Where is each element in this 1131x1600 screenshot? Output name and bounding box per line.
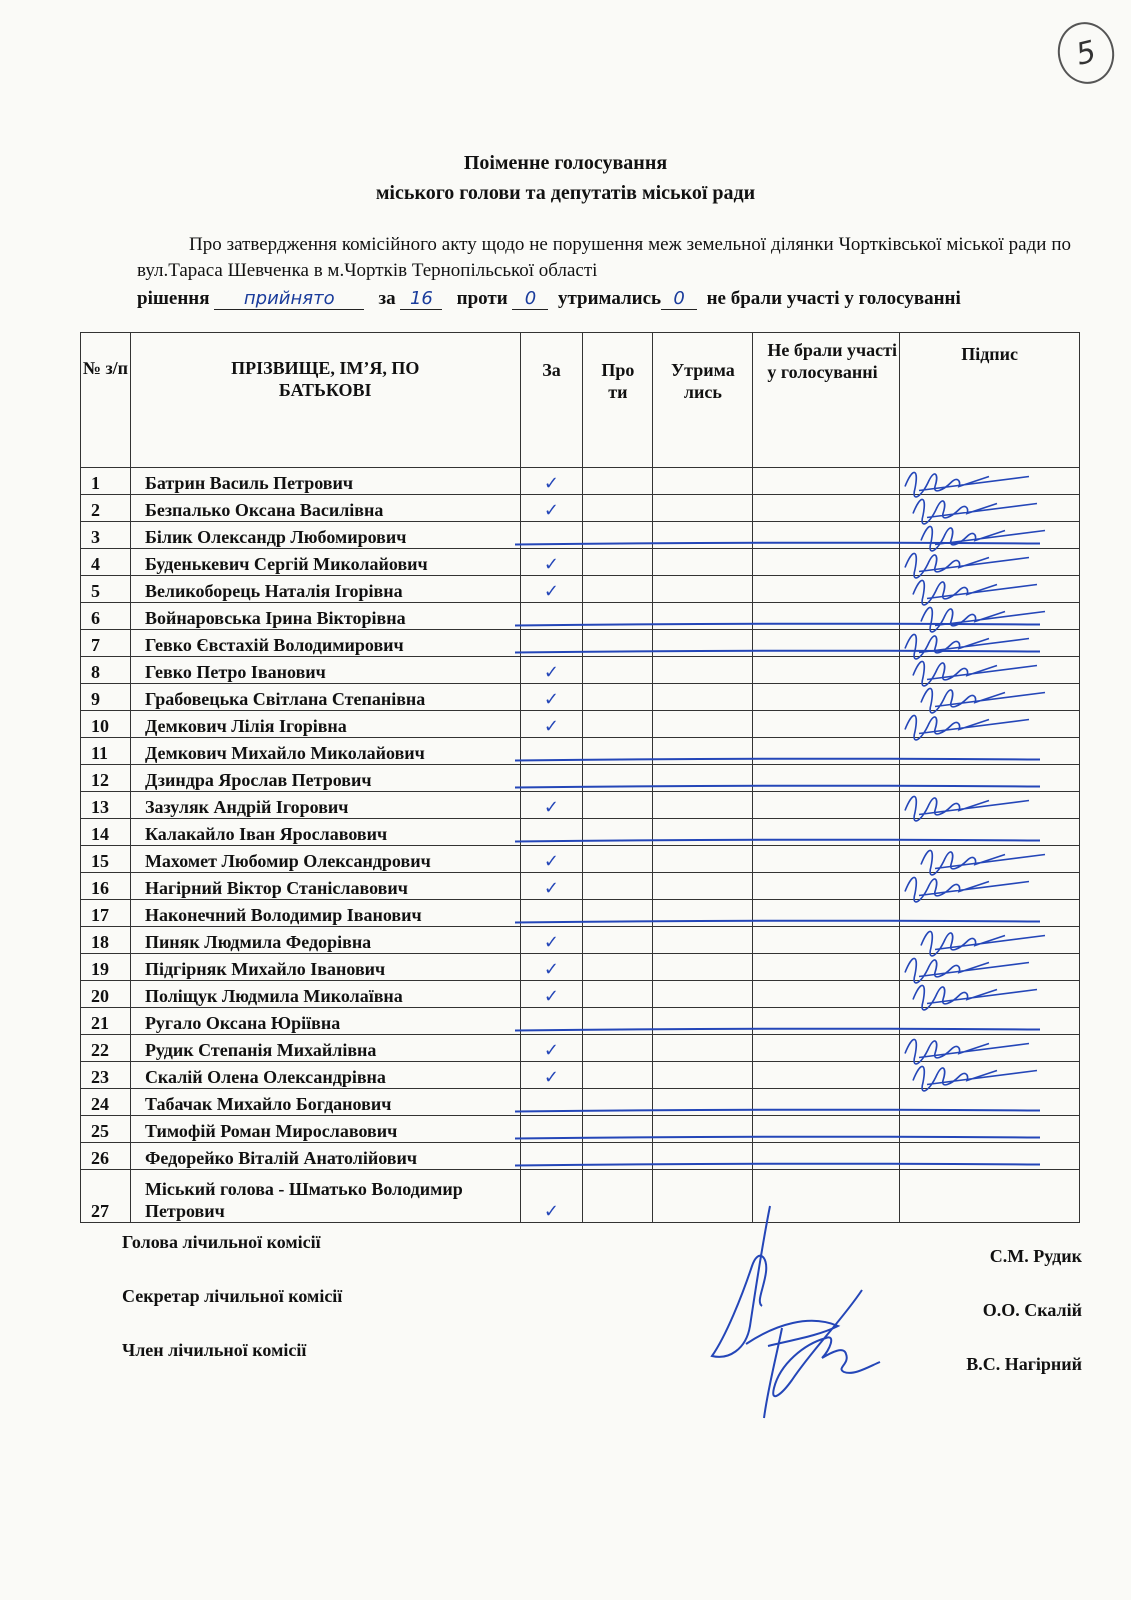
signature-cell <box>900 603 1080 630</box>
deputy-name: Великоборець Наталія Ігорівна <box>130 576 520 603</box>
row-number: 7 <box>81 630 131 657</box>
committee-member-name: С.М. Рудик <box>989 1246 1082 1266</box>
deputy-name: Ругало Оксана Юріївна <box>130 1008 520 1035</box>
deputy-name: Гевко Петро Іванович <box>130 657 520 684</box>
vote-abstain-cell <box>653 1089 753 1116</box>
check-mark-for: ✓ <box>520 684 583 711</box>
row-number: 5 <box>81 576 131 603</box>
table-row <box>81 981 1080 1008</box>
vote-not-voting-cell <box>753 954 900 981</box>
vote-not-voting-cell <box>753 549 900 576</box>
vote-abstain-cell <box>653 1170 753 1223</box>
vote-for-cell <box>520 765 583 792</box>
table-header-row <box>81 333 1080 468</box>
page-number-stamp: 5 <box>1051 16 1120 90</box>
row-number: 17 <box>81 900 131 927</box>
table-row <box>81 711 1080 738</box>
row-number: 13 <box>81 792 131 819</box>
row-number: 26 <box>81 1143 131 1170</box>
vote-against-cell <box>583 495 653 522</box>
vote-against-cell <box>583 1143 653 1170</box>
deputy-name: Поліщук Людмила Миколаївна <box>130 981 520 1008</box>
vote-for-cell <box>520 522 583 549</box>
deputy-name: Махомет Любомир Олександрович <box>130 846 520 873</box>
signature-cell <box>900 738 1080 765</box>
row-number: 23 <box>81 1062 131 1089</box>
check-mark-for: ✓ <box>520 1170 583 1223</box>
table-row <box>81 1062 1080 1089</box>
row-number: 16 <box>81 873 131 900</box>
deputy-name: Войнаровська Ірина Вікторівна <box>130 603 520 630</box>
table-row <box>81 1089 1080 1116</box>
page-title <box>0 148 1131 208</box>
row-number: 15 <box>81 846 131 873</box>
table-row <box>81 846 1080 873</box>
not-voting-label: не брали участі у голосуванні <box>706 288 961 309</box>
table-row <box>81 765 1080 792</box>
vote-against-cell <box>583 603 653 630</box>
vote-abstain-cell <box>653 792 753 819</box>
signature-cell <box>900 1062 1080 1089</box>
check-mark-for: ✓ <box>520 846 583 873</box>
table-row <box>81 603 1080 630</box>
against-count: 0 <box>512 288 548 310</box>
deputy-name: Безпалько Оксана Василівна <box>130 495 520 522</box>
vote-abstain-cell <box>653 1143 753 1170</box>
check-mark-for: ✓ <box>520 495 583 522</box>
deputy-name: Калакайло Іван Ярославович <box>130 819 520 846</box>
vote-abstain-cell <box>653 495 753 522</box>
header-for: За <box>520 333 583 468</box>
table-row <box>81 1035 1080 1062</box>
table-row <box>81 1143 1080 1170</box>
vote-not-voting-cell <box>753 1008 900 1035</box>
row-number: 22 <box>81 1035 131 1062</box>
vote-not-voting-cell <box>753 522 900 549</box>
vote-abstain-cell <box>653 603 753 630</box>
vote-abstain-cell <box>653 981 753 1008</box>
vote-against-cell <box>583 657 653 684</box>
vote-against-cell <box>583 954 653 981</box>
vote-not-voting-cell <box>753 873 900 900</box>
vote-for-cell <box>520 900 583 927</box>
vote-not-voting-cell <box>753 1062 900 1089</box>
vote-against-cell <box>583 846 653 873</box>
signature-cell <box>900 954 1080 981</box>
decision-summary <box>137 288 1077 310</box>
vote-not-voting-cell <box>753 657 900 684</box>
decision-result: прийнято <box>214 288 364 310</box>
row-number: 11 <box>81 738 131 765</box>
table-row <box>81 522 1080 549</box>
decision-label: рішення <box>137 288 210 309</box>
deputy-name: Зазуляк Андрій Ігорович <box>130 792 520 819</box>
check-mark-for: ✓ <box>520 792 583 819</box>
row-number: 14 <box>81 819 131 846</box>
committee-signature-secretary <box>773 1290 880 1396</box>
vote-not-voting-cell <box>753 1143 900 1170</box>
deputy-name: Демкович Михайло Миколайович <box>130 738 520 765</box>
deputy-name: Демкович Лілія Ігорівна <box>130 711 520 738</box>
signature-cell <box>900 900 1080 927</box>
table-row <box>81 900 1080 927</box>
decision-subject: Про затвердження комісійного акту щодо не порушення меж земельної ділянки Чортківської міської ради по вул.Тараса Шевченка в м.Чортків Тернопільської області <box>137 234 1071 281</box>
signature-cell <box>900 927 1080 954</box>
deputy-name: Табачак Михайло Богданович <box>130 1089 520 1116</box>
vote-against-cell <box>583 1116 653 1143</box>
vote-abstain-cell <box>653 1035 753 1062</box>
header-num: № з/п <box>81 333 131 468</box>
vote-not-voting-cell <box>753 1035 900 1062</box>
header-signature: Підпис <box>900 333 1080 468</box>
vote-against-cell <box>583 1035 653 1062</box>
vote-not-voting-cell <box>753 684 900 711</box>
row-number: 9 <box>81 684 131 711</box>
vote-not-voting-cell <box>753 900 900 927</box>
check-mark-for: ✓ <box>520 954 583 981</box>
committee-role: Голова лічильної комісії <box>122 1232 321 1252</box>
vote-abstain-cell <box>653 738 753 765</box>
table-row <box>81 927 1080 954</box>
header-not-voting: Не брали участі у голосуванні <box>753 333 900 468</box>
vote-against-cell <box>583 711 653 738</box>
signature-cell <box>900 981 1080 1008</box>
vote-against-cell <box>583 684 653 711</box>
vote-against-cell <box>583 549 653 576</box>
row-number: 24 <box>81 1089 131 1116</box>
committee-signature-chair <box>712 1206 770 1357</box>
deputy-name: Міський голова - Шматько Володимир Петрович <box>130 1170 520 1223</box>
vote-for-cell <box>520 1008 583 1035</box>
vote-abstain-cell <box>653 468 753 495</box>
deputy-name: Скалій Олена Олександрівна <box>130 1062 520 1089</box>
vote-against-cell <box>583 522 653 549</box>
signature-cell <box>900 684 1080 711</box>
check-mark-for: ✓ <box>520 873 583 900</box>
signature-cell <box>900 819 1080 846</box>
vote-for-cell <box>520 1143 583 1170</box>
committee-signature-member <box>746 1321 838 1418</box>
signature-cell <box>900 657 1080 684</box>
signature-cell <box>900 711 1080 738</box>
header-name: ПРІЗВИЩЕ, ІМ’Я, ПО БАТЬКОВІ <box>130 333 520 468</box>
deputy-name: Рудик Степанія Михайлівна <box>130 1035 520 1062</box>
vote-for-cell <box>520 603 583 630</box>
check-mark-for: ✓ <box>520 468 583 495</box>
table-row <box>81 495 1080 522</box>
roll-call-table <box>80 332 1080 1223</box>
committee-role: Секретар лічильної комісії <box>122 1286 343 1306</box>
vote-for-cell <box>520 738 583 765</box>
header-against: Про ти <box>583 333 653 468</box>
check-mark-for: ✓ <box>520 1035 583 1062</box>
check-mark-for: ✓ <box>520 549 583 576</box>
vote-not-voting-cell <box>753 711 900 738</box>
vote-abstain-cell <box>653 765 753 792</box>
vote-not-voting-cell <box>753 495 900 522</box>
signature-cell <box>900 765 1080 792</box>
vote-abstain-cell <box>653 819 753 846</box>
row-number: 12 <box>81 765 131 792</box>
title-line-1: Поіменне голосування <box>463 152 668 174</box>
vote-abstain-cell <box>653 954 753 981</box>
signature-cell <box>900 1008 1080 1035</box>
vote-not-voting-cell <box>753 927 900 954</box>
signature-cell <box>900 1035 1080 1062</box>
table-row <box>81 1170 1080 1223</box>
header-abstain: Утрима лись <box>653 333 753 468</box>
signature-cell <box>900 1170 1080 1223</box>
committee-role: Член лічильної комісії <box>122 1340 307 1360</box>
row-number: 18 <box>81 927 131 954</box>
signature-cell <box>900 792 1080 819</box>
row-number: 19 <box>81 954 131 981</box>
vote-not-voting-cell <box>753 576 900 603</box>
table-row <box>81 954 1080 981</box>
check-mark-for: ✓ <box>520 1062 583 1089</box>
deputy-name: Буденькевич Сергій Миколайович <box>130 549 520 576</box>
row-number: 3 <box>81 522 131 549</box>
check-mark-for: ✓ <box>520 927 583 954</box>
vote-not-voting-cell <box>753 468 900 495</box>
deputy-name: Тимофій Роман Мирославович <box>130 1116 520 1143</box>
committee-member-name: В.С. Нагірний <box>966 1354 1082 1374</box>
signature-cell <box>900 630 1080 657</box>
title-line-2: міського голови та депутатів міської ради <box>375 182 756 204</box>
signature-cell <box>900 1143 1080 1170</box>
table-row <box>81 738 1080 765</box>
vote-abstain-cell <box>653 846 753 873</box>
vote-against-cell <box>583 900 653 927</box>
table-row <box>81 1008 1080 1035</box>
table-row <box>81 684 1080 711</box>
signature-cell <box>900 1089 1080 1116</box>
vote-against-cell <box>583 792 653 819</box>
vote-not-voting-cell <box>753 846 900 873</box>
vote-against-cell <box>583 738 653 765</box>
vote-abstain-cell <box>653 576 753 603</box>
signature-cell <box>900 468 1080 495</box>
row-number: 21 <box>81 1008 131 1035</box>
table-row <box>81 1116 1080 1143</box>
deputy-name: Федорейко Віталій Анатолійович <box>130 1143 520 1170</box>
for-label: за <box>378 288 396 309</box>
vote-against-cell <box>583 981 653 1008</box>
vote-against-cell <box>583 765 653 792</box>
table-row <box>81 819 1080 846</box>
deputy-name: Наконечний Володимир Іванович <box>130 900 520 927</box>
vote-abstain-cell <box>653 900 753 927</box>
vote-against-cell <box>583 1170 653 1223</box>
table-row <box>81 630 1080 657</box>
deputy-name: Підгірняк Михайло Іванович <box>130 954 520 981</box>
vote-for-cell <box>520 819 583 846</box>
vote-not-voting-cell <box>753 1116 900 1143</box>
deputy-name: Гевко Євстахій Володимирович <box>130 630 520 657</box>
deputy-name: Пиняк Людмила Федорівна <box>130 927 520 954</box>
vote-against-cell <box>583 576 653 603</box>
vote-against-cell <box>583 819 653 846</box>
deputy-name: Нагірний Віктор Станіславович <box>130 873 520 900</box>
check-mark-for: ✓ <box>520 981 583 1008</box>
vote-not-voting-cell <box>753 981 900 1008</box>
vote-abstain-cell <box>653 873 753 900</box>
table-row <box>81 549 1080 576</box>
vote-for-cell <box>520 1089 583 1116</box>
vote-not-voting-cell <box>753 819 900 846</box>
row-number: 2 <box>81 495 131 522</box>
vote-abstain-cell <box>653 522 753 549</box>
row-number: 8 <box>81 657 131 684</box>
check-mark-for: ✓ <box>520 576 583 603</box>
signature-cell <box>900 873 1080 900</box>
committee-member-name: О.О. Скалій <box>982 1300 1082 1320</box>
row-number: 20 <box>81 981 131 1008</box>
vote-for-cell <box>520 630 583 657</box>
vote-against-cell <box>583 873 653 900</box>
vote-not-voting-cell <box>753 1170 900 1223</box>
deputy-name: Білик Олександр Любомирович <box>130 522 520 549</box>
row-number: 27 <box>81 1170 131 1223</box>
vote-abstain-cell <box>653 1062 753 1089</box>
for-count: 16 <box>400 288 442 310</box>
row-number: 6 <box>81 603 131 630</box>
vote-abstain-cell <box>653 927 753 954</box>
against-label: проти <box>456 288 508 309</box>
row-number: 10 <box>81 711 131 738</box>
deputy-name: Батрин Василь Петрович <box>130 468 520 495</box>
signature-cell <box>900 846 1080 873</box>
vote-for-cell <box>520 1116 583 1143</box>
signature-cell <box>900 549 1080 576</box>
table-row <box>81 468 1080 495</box>
signature-cell <box>900 522 1080 549</box>
vote-not-voting-cell <box>753 630 900 657</box>
vote-against-cell <box>583 468 653 495</box>
vote-not-voting-cell <box>753 1089 900 1116</box>
vote-abstain-cell <box>653 630 753 657</box>
vote-not-voting-cell <box>753 603 900 630</box>
vote-against-cell <box>583 1062 653 1089</box>
check-mark-for: ✓ <box>520 657 583 684</box>
deputy-name: Грабовецька Світлана Степанівна <box>130 684 520 711</box>
vote-against-cell <box>583 630 653 657</box>
signature-cell <box>900 495 1080 522</box>
vote-not-voting-cell <box>753 738 900 765</box>
abstain-count: 0 <box>661 288 697 310</box>
vote-not-voting-cell <box>753 765 900 792</box>
deputy-name: Дзиндра Ярослав Петрович <box>130 765 520 792</box>
vote-against-cell <box>583 1008 653 1035</box>
table-row <box>81 792 1080 819</box>
vote-against-cell <box>583 1089 653 1116</box>
table-row <box>81 576 1080 603</box>
vote-abstain-cell <box>653 549 753 576</box>
vote-abstain-cell <box>653 1116 753 1143</box>
vote-abstain-cell <box>653 1008 753 1035</box>
row-number: 4 <box>81 549 131 576</box>
check-mark-for: ✓ <box>520 711 583 738</box>
row-number: 25 <box>81 1116 131 1143</box>
row-number: 1 <box>81 468 131 495</box>
table-row <box>81 657 1080 684</box>
signature-cell <box>900 1116 1080 1143</box>
vote-against-cell <box>583 927 653 954</box>
vote-not-voting-cell <box>753 792 900 819</box>
table-row <box>81 873 1080 900</box>
abstain-label: утримались <box>557 288 662 309</box>
vote-abstain-cell <box>653 711 753 738</box>
vote-abstain-cell <box>653 657 753 684</box>
vote-abstain-cell <box>653 684 753 711</box>
signature-cell <box>900 576 1080 603</box>
